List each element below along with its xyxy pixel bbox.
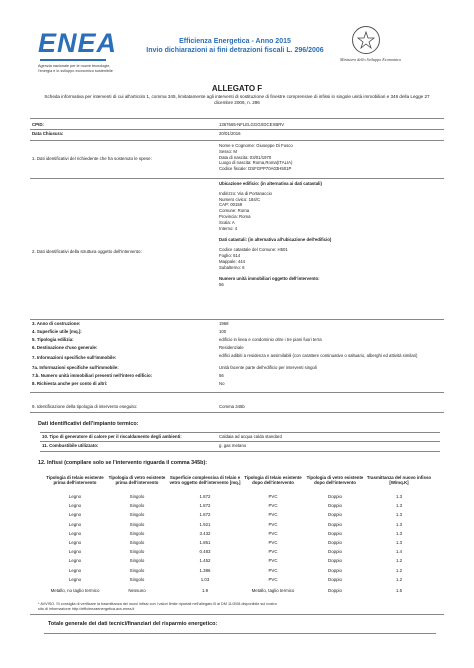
row-7 — [30, 353, 444, 365]
row-value: edifici adibiti a residenza e assimilabili (con carattere continuativo o saltuario, alberghi ed attività similari) — [219, 353, 418, 358]
agency-name — [38, 64, 128, 73]
column-header: Superficie complessiva di telaio e vetro oggetto dell'intervento [mq.] — [169, 474, 241, 485]
divider — [40, 432, 440, 433]
catastali-title: Dati catastali: (in alternativa all'ubicazione dell'edificio) — [219, 237, 332, 243]
s11-value: g. gas metano — [219, 443, 247, 448]
catastali-line: Mappale: 444 — [219, 258, 246, 264]
row-value: No — [219, 381, 225, 386]
table-cell: Legno — [68, 567, 82, 573]
avviso-line-1: * AVVISO. Si consiglia di verificare la trasmittanza dei nuovi infissi con i valori limite riportati nell'allegato B al DM 11/3/08 disponibile sul nostro — [38, 602, 277, 606]
ubicazione-line: Numero civico: 184/C — [219, 196, 261, 202]
table-cell: Singolo — [129, 512, 145, 518]
table-cell: Doppio — [328, 512, 342, 518]
table-cell: 1.3 — [395, 540, 403, 546]
table-cell: PVC — [268, 576, 278, 582]
row-label: 3. Anno di costruzione: — [32, 321, 81, 326]
republic-emblem-icon — [352, 26, 380, 54]
catastali-line: Subalterno: 6 — [219, 264, 245, 270]
table-cell: 1.872 — [199, 512, 211, 518]
table-cell: Doppio — [328, 549, 342, 555]
table-cell: PVC — [268, 503, 278, 509]
enea-logo — [38, 28, 118, 68]
table-row — [44, 529, 432, 538]
infissi-table — [44, 468, 432, 598]
catastali-line: Codice catastale del Comune: H501 — [219, 247, 288, 253]
divider — [30, 118, 444, 119]
row-label: 5. Tipologia edilizia: — [32, 337, 74, 342]
table-cell: 1.3 — [395, 521, 403, 527]
table-cell: Legno — [68, 549, 82, 555]
row-label: 4. Superficie utile [mq.]: — [32, 329, 82, 334]
table-cell: 1.2 — [395, 558, 403, 564]
table-row — [44, 584, 432, 598]
table-cell: Doppio — [328, 503, 342, 509]
table-cell: Singolo — [129, 576, 145, 582]
table-cell: Legno — [68, 558, 82, 564]
column-header: Tipologia di vetro esistente prima dell'intervento — [108, 474, 166, 485]
table-cell: Metallo, no taglio termico — [50, 588, 100, 594]
table-cell: Singolo — [129, 521, 145, 527]
ministry-name: Ministero dello Sviluppo Economico — [340, 57, 402, 62]
row-label: 7. Informazioni specifiche sull'immobile: — [32, 355, 117, 360]
table-cell: Singolo — [129, 549, 145, 555]
row-3 — [30, 321, 444, 329]
s11-label: 11. Combustibile utilizzato: — [42, 443, 99, 448]
table-cell: Doppio — [328, 530, 342, 536]
row-4 — [30, 329, 444, 337]
table-cell: 1.872 — [199, 494, 211, 500]
table-cell: 1.03 — [200, 576, 210, 582]
table-cell: Doppio — [328, 540, 342, 546]
divider — [30, 129, 444, 130]
s1-line: Nome e Cognome: Giuseppe Di Fusco — [219, 143, 293, 148]
row-7b — [30, 373, 444, 381]
s12-title: 12. Infissi (compilare solo se l'intervento riguarda il comma 345b): — [38, 460, 208, 466]
table-cell: 1.3 — [395, 503, 403, 509]
table-row — [44, 556, 432, 565]
column-header: Tipologia di vetro esistente dopo dell'intervento — [306, 474, 364, 485]
table-cell: Doppio — [328, 588, 342, 594]
s9-value: Comma 345b — [219, 404, 245, 409]
s2-label: 2. Dati identificativi della struttura oggetto dell'intervento: — [32, 249, 142, 254]
table-cell: 1.3 — [395, 512, 403, 518]
table-cell: Singolo — [129, 494, 145, 500]
avviso-note — [38, 602, 438, 612]
catastali-line: Foglio: 614 — [219, 252, 241, 258]
table-cell: PVC — [268, 540, 278, 546]
divider — [30, 392, 444, 393]
table-cell: 1.3 — [395, 494, 403, 500]
table-cell: Nessuno — [128, 588, 146, 594]
table-row — [44, 492, 432, 501]
table-cell: Singolo — [129, 567, 145, 573]
ubicazione-line: Provincia: Roma — [219, 213, 251, 219]
divider — [30, 140, 444, 141]
enea-logo-bar — [40, 59, 106, 61]
column-header: Trasmittanza del nuovo infisso [W/mq.K] — [366, 474, 432, 485]
table-cell: Doppio — [328, 576, 342, 582]
ubicazione-line: Scala: A — [219, 219, 235, 225]
divider — [30, 319, 444, 320]
table-row — [44, 547, 432, 556]
document-intro: Scheda informativa per interventi di cui all'articolo 1, comma 345, limitatamente agli interventi di sostituzione di finestre comprensive di infissi in singole unità immobiliari e 346 della Legge 27 dicembre 2006, n. 296 — [44, 94, 430, 105]
table-cell: PVC — [268, 558, 278, 564]
divider — [30, 614, 444, 615]
table-cell: Doppio — [328, 558, 342, 564]
ubicazione-line: Indirizzo: Via di Portanaccio — [219, 190, 272, 196]
rows-3-8 — [30, 321, 444, 389]
table-cell: 1.872 — [199, 503, 211, 509]
cpid-value: 1367665-NFLELGGGXDCEXBRV — [219, 122, 285, 127]
table-cell: Doppio — [328, 521, 342, 527]
divider — [44, 633, 436, 634]
row-label: 6. Destinazione d'uso generale: — [32, 345, 98, 350]
cpid-label: CPID: — [32, 122, 44, 127]
table-cell: Legno — [68, 530, 82, 536]
table-header-row — [44, 468, 432, 492]
divider — [30, 412, 444, 413]
table-cell: Legno — [68, 521, 82, 527]
s1-line: Luogo di nascita: Roma,Roma(ITALIA) — [219, 160, 293, 166]
table-cell: 1.3 — [395, 530, 403, 536]
num-unita-title: Numero unità immobiliari oggetto dell'intervento: — [219, 276, 320, 282]
table-cell: 1.861 — [199, 540, 211, 546]
table-row — [44, 501, 432, 510]
row-value: edificio in linea e condominio oltre i tre piani fuori terra — [219, 337, 322, 342]
table-cell: Doppio — [328, 567, 342, 573]
ubicazione-line: Interno: 4 — [219, 225, 238, 231]
ubicazione-line: CAP: 00159 — [219, 202, 243, 208]
table-cell: PVC — [268, 512, 278, 518]
s1-line: Sesso: M — [219, 148, 237, 154]
table-cell: 1.452 — [199, 558, 211, 564]
ubicazione-title: Ubicazione edificio: (in alternativa ai dati catastali) — [219, 181, 322, 186]
table-cell: Legno — [68, 503, 82, 509]
table-row — [44, 510, 432, 519]
table-cell: 3.432 — [199, 530, 211, 536]
enea-logo-text: ENEA — [38, 28, 118, 58]
table-cell: Legno — [68, 494, 82, 500]
divider — [40, 451, 440, 452]
table-cell: Legno — [68, 540, 82, 546]
row-7a — [30, 365, 444, 373]
divider — [30, 178, 444, 179]
column-header: Tipologia di telaio esistente prima dell'intervento — [46, 474, 104, 485]
table-cell: Singolo — [129, 540, 145, 546]
table-row — [44, 575, 432, 584]
s10-value: Caldaia ad acqua calda standard — [219, 434, 282, 439]
table-cell: PVC — [268, 549, 278, 555]
table-cell: 1.2 — [395, 576, 403, 582]
table-row — [44, 566, 432, 575]
s2-values — [219, 181, 331, 288]
table-cell: Singolo — [129, 503, 145, 509]
ubicazione-line: Comune: Roma — [219, 208, 250, 214]
s1-label: 1. Dati identificativi del richiedente che ha sostenuto le spese: — [32, 156, 152, 161]
table-cell: PVC — [268, 494, 278, 500]
impianto-title: Dati identificativi dell'impianto termico: — [38, 421, 139, 427]
table-row — [44, 538, 432, 547]
table-cell: PVC — [268, 567, 278, 573]
table-cell: Singolo — [129, 558, 145, 564]
s1-line: Data di nascita: 03/01/1970 — [219, 154, 272, 160]
row-label: 8. Richiesta anche per conto di altri: — [32, 381, 108, 386]
row-6 — [30, 345, 444, 353]
table-cell: 1.9 — [201, 588, 209, 594]
row-label: 7a. Informazioni specifiche sull'immobile: — [32, 365, 119, 370]
s1-values — [219, 143, 293, 172]
row-value: 1968 — [219, 321, 229, 326]
row-value: Unità facente parte dell'edificio per interventi singoli — [219, 365, 317, 370]
table-cell: 1.2 — [395, 567, 403, 573]
column-header: Tipologia di telaio esistente dopo dell'intervento — [244, 474, 302, 485]
table-cell: Legno — [68, 576, 82, 582]
table-cell: PVC — [268, 521, 278, 527]
s10-label: 10. Tipo di generatore di calore per il riscaldamento degli ambienti: — [42, 434, 182, 439]
table-cell: 0.483 — [199, 549, 211, 555]
table-cell: Singolo — [129, 530, 145, 536]
row-8 — [30, 381, 444, 389]
row-5 — [30, 337, 444, 345]
table-row — [44, 520, 432, 529]
row-label: 7.b. Numero unità immobiliari presenti nell'intero edificio: — [32, 373, 153, 378]
table-cell: 1.921 — [199, 521, 211, 527]
avviso-line-2: sito di informazione http://efficienzaenergetica.acs.enea.it — [38, 607, 135, 611]
star-icon — [353, 27, 379, 53]
agency-line-1: Agenzia nazionale per le nuove tecnologie, — [38, 64, 111, 68]
infissi-table-wrap — [44, 468, 432, 598]
s9-label: 9. Identificazione della tipologia di intervento eseguito: — [32, 404, 138, 409]
row-value: Residenziale — [219, 345, 244, 350]
agency-line-2: l'energia e lo sviluppo economico sostenibile — [38, 68, 113, 73]
s1-line: Codice fiscale: DSFGPP70A03H501P — [219, 166, 292, 172]
table-cell: Legno — [68, 512, 82, 518]
table-cell: Doppio — [328, 494, 342, 500]
header-title — [130, 38, 340, 55]
table-cell: Metallo, taglio termico — [251, 588, 295, 594]
table-cell: 1.386 — [199, 567, 211, 573]
row-value: 56 — [219, 373, 224, 378]
row-value: 100 — [219, 329, 227, 334]
divider — [40, 441, 440, 442]
table-cell: PVC — [268, 530, 278, 536]
table-cell: 1.5 — [395, 588, 403, 594]
num-unita-value: 56 — [219, 282, 224, 288]
totale-title: Totale generale dei dati tecnici/finanziari del risparmio energetico: — [48, 621, 218, 627]
data-chiusura-value: 20/01/2016 — [219, 131, 241, 136]
header-title-line-1: Efficienza Energetica - Anno 2015 — [179, 38, 291, 45]
data-chiusura-label: Data Chiusura: — [32, 131, 64, 136]
table-cell: 1.4 — [395, 549, 403, 555]
document-title: ALLEGATO F — [211, 84, 263, 93]
header-title-line-2: Invio dichiarazioni ai fini detrazioni fiscali L. 296/2006 — [146, 46, 324, 54]
